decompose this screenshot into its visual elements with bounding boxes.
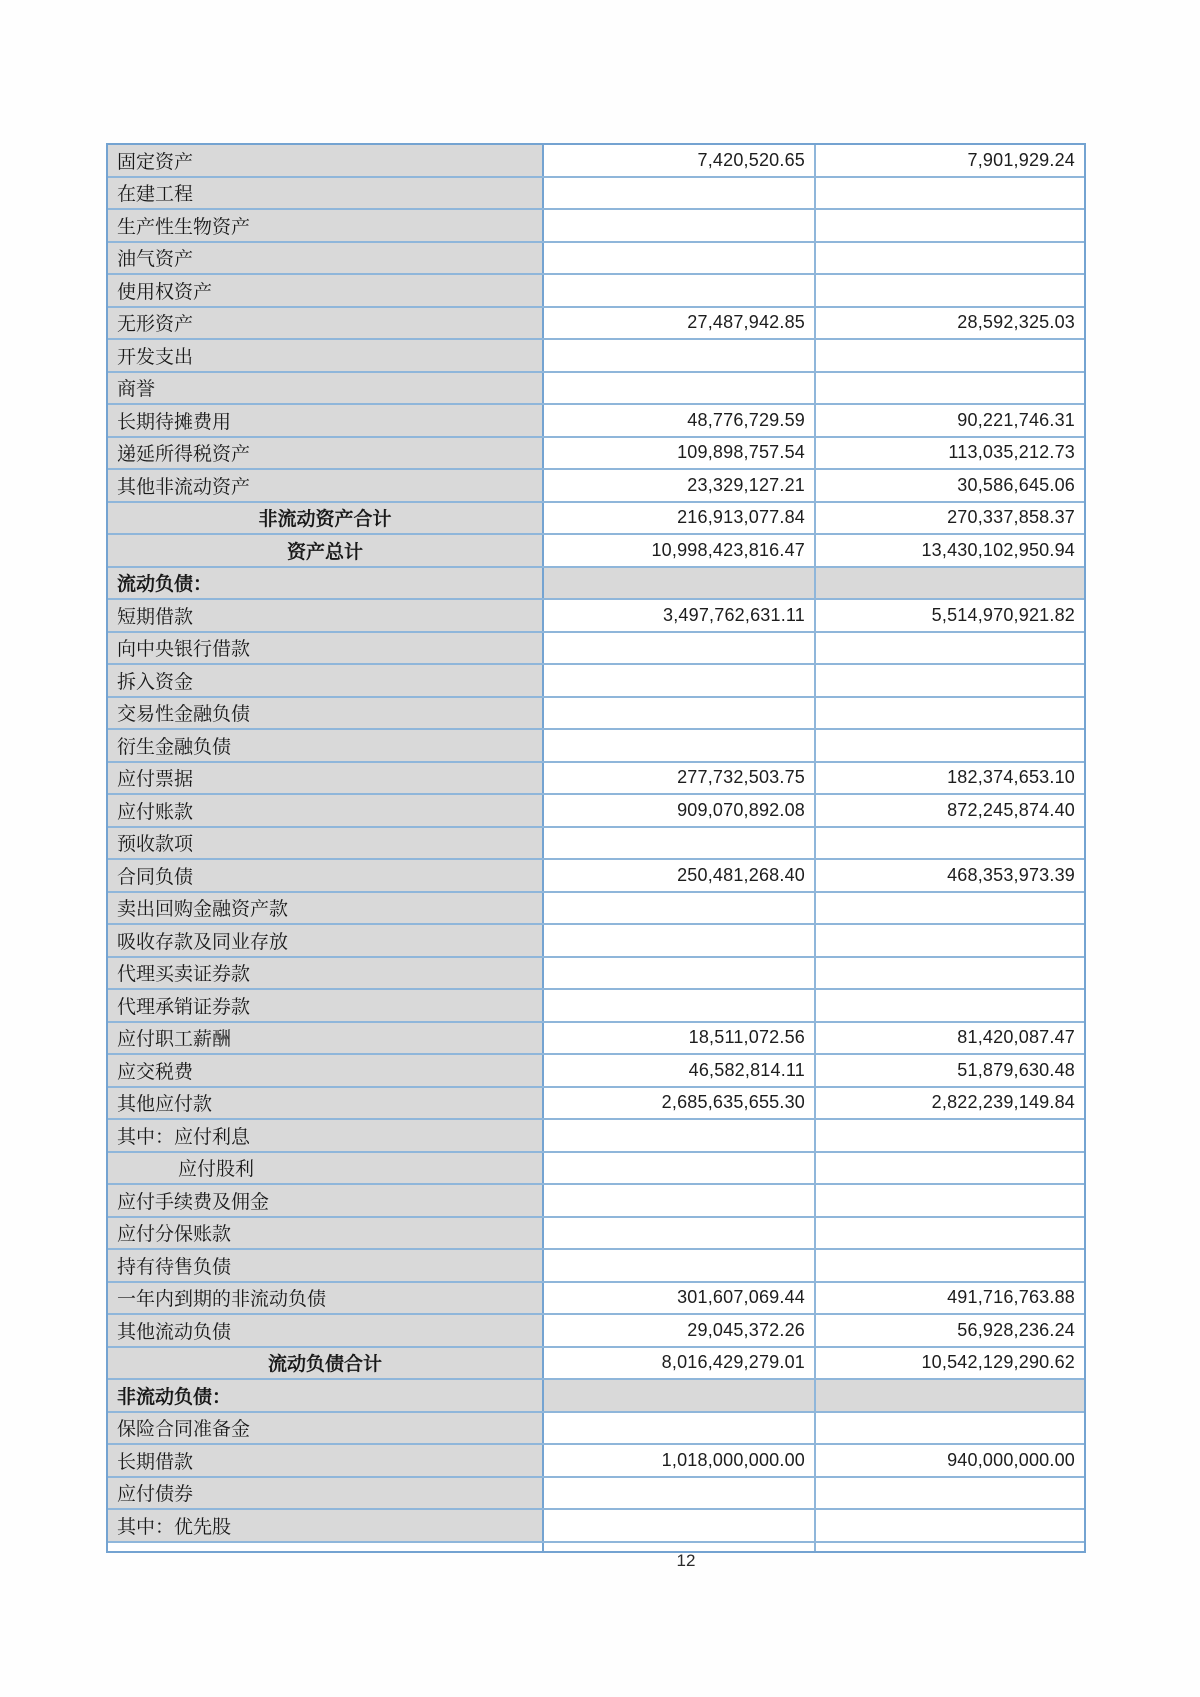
row-previous-value <box>816 275 1084 306</box>
row-current-value: 2,685,635,655.30 <box>544 1088 816 1119</box>
row-current-value: 48,776,729.59 <box>544 405 816 436</box>
table-row-cut <box>108 1543 1084 1551</box>
row-current-value <box>544 1413 816 1444</box>
row-label: 其中：应付利息 <box>108 1120 544 1151</box>
table-row <box>108 828 1084 861</box>
row-previous-value <box>816 925 1084 956</box>
table-row <box>108 893 1084 926</box>
table-row <box>108 210 1084 243</box>
balance-sheet-table <box>106 143 1086 1553</box>
row-previous-value <box>816 990 1084 1021</box>
row-label: 拆入资金 <box>108 665 544 696</box>
table-row <box>108 1348 1084 1381</box>
row-previous-value: 182,374,653.10 <box>816 763 1084 794</box>
table-row <box>108 340 1084 373</box>
row-previous-value: 491,716,763.88 <box>816 1283 1084 1314</box>
row-label: 在建工程 <box>108 178 544 209</box>
row-previous-value: 30,586,645.06 <box>816 470 1084 501</box>
row-label: 油气资产 <box>108 243 544 274</box>
row-previous-value <box>816 958 1084 989</box>
table-row <box>108 308 1084 341</box>
row-label: 非流动负债： <box>108 1380 544 1411</box>
row-current-value: 277,732,503.75 <box>544 763 816 794</box>
row-previous-value <box>816 1478 1084 1509</box>
row-previous-value <box>816 1380 1084 1411</box>
row-label: 使用权资产 <box>108 275 544 306</box>
row-label: 代理承销证券款 <box>108 990 544 1021</box>
table-row <box>108 795 1084 828</box>
cut-cell <box>544 1543 816 1551</box>
cut-cell <box>108 1543 544 1551</box>
row-label: 其他非流动资产 <box>108 470 544 501</box>
row-label: 流动负债合计 <box>108 1348 544 1379</box>
row-label: 递延所得税资产 <box>108 438 544 469</box>
row-label: 应付票据 <box>108 763 544 794</box>
row-label: 资产总计 <box>108 535 544 566</box>
row-label: 应付账款 <box>108 795 544 826</box>
row-previous-value <box>816 698 1084 729</box>
table-row <box>108 1023 1084 1056</box>
row-label: 短期借款 <box>108 600 544 631</box>
table-row <box>108 405 1084 438</box>
row-current-value <box>544 1478 816 1509</box>
row-current-value: 7,420,520.65 <box>544 145 816 176</box>
row-current-value <box>544 1250 816 1281</box>
table-row <box>108 1413 1084 1446</box>
row-current-value <box>544 1218 816 1249</box>
row-label: 其中：优先股 <box>108 1510 544 1541</box>
table-row <box>108 763 1084 796</box>
row-label: 生产性生物资产 <box>108 210 544 241</box>
row-previous-value <box>816 633 1084 664</box>
row-current-value <box>544 958 816 989</box>
table-row <box>108 568 1084 601</box>
table-row <box>108 925 1084 958</box>
row-previous-value <box>816 1218 1084 1249</box>
row-previous-value: 872,245,874.40 <box>816 795 1084 826</box>
row-current-value <box>544 1153 816 1184</box>
row-current-value: 27,487,942.85 <box>544 308 816 339</box>
row-current-value <box>544 990 816 1021</box>
row-current-value: 909,070,892.08 <box>544 795 816 826</box>
row-previous-value: 7,901,929.24 <box>816 145 1084 176</box>
table-row <box>108 1055 1084 1088</box>
row-label: 应付职工薪酬 <box>108 1023 544 1054</box>
row-previous-value: 81,420,087.47 <box>816 1023 1084 1054</box>
table-row <box>108 698 1084 731</box>
row-current-value <box>544 633 816 664</box>
row-previous-value <box>816 1510 1084 1541</box>
row-previous-value <box>816 828 1084 859</box>
page-number: 12 <box>676 1551 696 1570</box>
table-row <box>108 438 1084 471</box>
row-previous-value <box>816 665 1084 696</box>
table-row <box>108 178 1084 211</box>
table-row <box>108 470 1084 503</box>
row-previous-value: 940,000,000.00 <box>816 1445 1084 1476</box>
row-current-value: 46,582,814.11 <box>544 1055 816 1086</box>
row-label: 预收款项 <box>108 828 544 859</box>
table-row <box>108 600 1084 633</box>
table-row <box>108 633 1084 666</box>
table-row <box>108 1088 1084 1121</box>
row-previous-value: 90,221,746.31 <box>816 405 1084 436</box>
table-row <box>108 275 1084 308</box>
row-previous-value: 468,353,973.39 <box>816 860 1084 891</box>
row-previous-value <box>816 1413 1084 1444</box>
row-current-value: 250,481,268.40 <box>544 860 816 891</box>
row-previous-value <box>816 1250 1084 1281</box>
row-previous-value <box>816 1185 1084 1216</box>
table-row <box>108 730 1084 763</box>
row-label: 流动负债： <box>108 568 544 599</box>
row-current-value <box>544 568 816 599</box>
row-current-value: 1,018,000,000.00 <box>544 1445 816 1476</box>
row-label: 长期借款 <box>108 1445 544 1476</box>
row-previous-value <box>816 340 1084 371</box>
row-label: 一年内到期的非流动负债 <box>108 1283 544 1314</box>
row-label: 卖出回购金融资产款 <box>108 893 544 924</box>
table-row <box>108 1445 1084 1478</box>
row-label: 应付分保账款 <box>108 1218 544 1249</box>
row-label: 向中央银行借款 <box>108 633 544 664</box>
row-label: 商誉 <box>108 373 544 404</box>
row-label: 应交税费 <box>108 1055 544 1086</box>
table-row <box>108 145 1084 178</box>
row-label: 无形资产 <box>108 308 544 339</box>
row-previous-value: 51,879,630.48 <box>816 1055 1084 1086</box>
row-previous-value: 270,337,858.37 <box>816 503 1084 534</box>
table-row <box>108 958 1084 991</box>
table-row <box>108 1218 1084 1251</box>
row-previous-value <box>816 243 1084 274</box>
row-previous-value: 5,514,970,921.82 <box>816 600 1084 631</box>
row-current-value: 10,998,423,816.47 <box>544 535 816 566</box>
row-current-value <box>544 1120 816 1151</box>
row-current-value <box>544 1380 816 1411</box>
row-current-value <box>544 1185 816 1216</box>
row-current-value <box>544 893 816 924</box>
row-previous-value: 56,928,236.24 <box>816 1315 1084 1346</box>
row-current-value <box>544 925 816 956</box>
table-row <box>108 373 1084 406</box>
row-previous-value: 13,430,102,950.94 <box>816 535 1084 566</box>
row-previous-value <box>816 568 1084 599</box>
row-current-value <box>544 730 816 761</box>
row-previous-value <box>816 178 1084 209</box>
row-label: 其他应付款 <box>108 1088 544 1119</box>
table-row <box>108 1120 1084 1153</box>
row-current-value: 3,497,762,631.11 <box>544 600 816 631</box>
row-label: 代理买卖证券款 <box>108 958 544 989</box>
row-previous-value <box>816 730 1084 761</box>
table-row <box>108 503 1084 536</box>
row-current-value: 8,016,429,279.01 <box>544 1348 816 1379</box>
row-label: 其他流动负债 <box>108 1315 544 1346</box>
row-previous-value: 10,542,129,290.62 <box>816 1348 1084 1379</box>
row-previous-value <box>816 893 1084 924</box>
row-label: 持有待售负债 <box>108 1250 544 1281</box>
row-current-value <box>544 828 816 859</box>
row-current-value: 29,045,372.26 <box>544 1315 816 1346</box>
row-current-value <box>544 1510 816 1541</box>
row-current-value: 18,511,072.56 <box>544 1023 816 1054</box>
table-row <box>108 860 1084 893</box>
row-current-value <box>544 373 816 404</box>
row-label: 应付债券 <box>108 1478 544 1509</box>
table-row <box>108 665 1084 698</box>
row-label: 合同负债 <box>108 860 544 891</box>
table-row <box>108 1478 1084 1511</box>
row-label: 开发支出 <box>108 340 544 371</box>
row-current-value <box>544 275 816 306</box>
row-label: 应付股利 <box>108 1153 544 1184</box>
row-label: 交易性金融负债 <box>108 698 544 729</box>
table-row <box>108 1153 1084 1186</box>
row-previous-value <box>816 373 1084 404</box>
row-previous-value: 2,822,239,149.84 <box>816 1088 1084 1119</box>
row-previous-value <box>816 1153 1084 1184</box>
table-row <box>108 1510 1084 1543</box>
row-label: 非流动资产合计 <box>108 503 544 534</box>
table-row <box>108 1380 1084 1413</box>
cut-cell <box>816 1543 1084 1551</box>
row-label: 衍生金融负债 <box>108 730 544 761</box>
row-current-value: 109,898,757.54 <box>544 438 816 469</box>
row-previous-value: 113,035,212.73 <box>816 438 1084 469</box>
row-current-value <box>544 210 816 241</box>
table-row <box>108 243 1084 276</box>
table-row <box>108 990 1084 1023</box>
table-row <box>108 535 1084 568</box>
row-label: 保险合同准备金 <box>108 1413 544 1444</box>
row-previous-value <box>816 1120 1084 1151</box>
row-current-value: 301,607,069.44 <box>544 1283 816 1314</box>
row-current-value <box>544 665 816 696</box>
row-label: 固定资产 <box>108 145 544 176</box>
row-current-value <box>544 698 816 729</box>
row-label: 长期待摊费用 <box>108 405 544 436</box>
row-current-value <box>544 178 816 209</box>
row-current-value: 216,913,077.84 <box>544 503 816 534</box>
row-label: 吸收存款及同业存放 <box>108 925 544 956</box>
row-previous-value <box>816 210 1084 241</box>
table-row <box>108 1250 1084 1283</box>
table-row <box>108 1315 1084 1348</box>
table-row <box>108 1185 1084 1218</box>
row-previous-value: 28,592,325.03 <box>816 308 1084 339</box>
table-row <box>108 1283 1084 1316</box>
row-current-value <box>544 243 816 274</box>
row-current-value <box>544 340 816 371</box>
row-label: 应付手续费及佣金 <box>108 1185 544 1216</box>
row-current-value: 23,329,127.21 <box>544 470 816 501</box>
